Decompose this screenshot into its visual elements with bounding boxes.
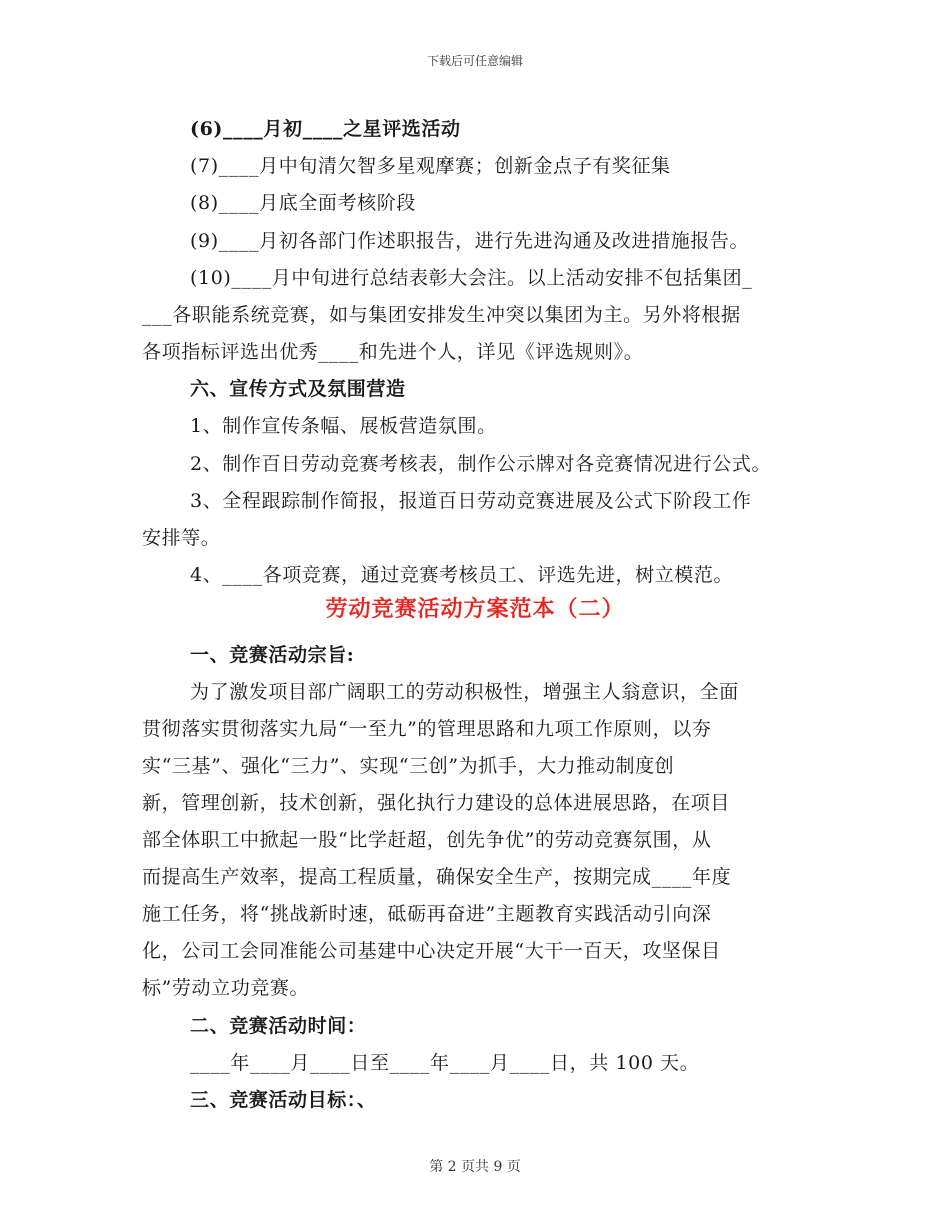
- section-heading-purpose: 一、竞赛活动宗旨:: [190, 644, 355, 666]
- paragraph-line: 新，管理创新，技术创新，强化执行力建设的总体进展思路，在项目: [142, 792, 731, 814]
- page-header: 下载后可任意编辑: [426, 54, 523, 68]
- section-heading-goals: 三、竞赛活动目标：、: [190, 1089, 377, 1111]
- section-heading-time: 二、竞赛活动时间：: [190, 1015, 367, 1037]
- list-item: 3、全程跟踪制作简报，报道百日劳动竞赛进展及公式下阶段工作: [190, 490, 752, 512]
- list-item: 2、制作百日劳动竞赛考核表，制作公示牌对各竞赛情况进行公式。: [190, 453, 772, 475]
- paragraph-line: 而提高生产效率，提高工程质量，确保安全生产，按期完成____年度: [142, 866, 732, 888]
- page-footer: 第 2 页共 9 页: [429, 1159, 521, 1175]
- schedule-item-8: (8)____月底全面考核阶段: [190, 192, 416, 214]
- paragraph-line: 各项指标评选出优秀____和先进个人，详见《评选规则》。: [142, 341, 644, 363]
- paragraph-line: 贯彻落实贯彻落实九局“一至九”的管理思路和九项工作原则，以夯: [142, 718, 712, 740]
- competition-dates: ____年____月____日至____年____月____日，共 100 天。: [190, 1052, 700, 1074]
- paragraph-line: 标”劳动立功竞赛。: [142, 977, 310, 999]
- schedule-item-9: (9)____月初各部门作述职报告，进行先进沟通及改进措施报告。: [190, 230, 750, 252]
- list-item: 1、制作宣传条幅、展板营造氛围。: [190, 415, 497, 437]
- paragraph-line: 化，公司工会同准能公司基建中心决定开展“大干一百天，攻坚保目: [142, 940, 721, 962]
- list-item-continuation: 安排等。: [142, 527, 221, 549]
- document-title: 劳动竞赛活动方案范本（二）: [325, 596, 625, 622]
- schedule-item-6: (6)____月初____之星评选活动: [190, 118, 461, 140]
- list-item: 4、____各项竞赛，通过竞赛考核员工、评选先进，树立模范。: [190, 564, 734, 586]
- section-heading-publicity: 六、宣传方式及氛围营造: [190, 378, 406, 400]
- paragraph-line: ___各职能系统竞赛，如与集团安排发生冲突以集团为主。另外将根据: [142, 304, 741, 326]
- paragraph-line: 部全体职工中掀起一股“比学赶超，创先争优”的劳动竞赛氛围，从: [142, 829, 712, 851]
- schedule-item-10: (10)____月中旬进行总结表彰大会注。以上活动安排不包括集团_: [190, 267, 753, 289]
- paragraph-line: 施工任务，将“挑战新时速，砥砺再奋进”主题教育实践活动引向深: [142, 903, 712, 925]
- schedule-item-7: (7)____月中旬清欠智多星观摩赛；创新金点子有奖征集: [190, 155, 671, 177]
- paragraph-line: 为了激发项目部广阔职工的劳动积极性，增强主人翁意识，全面: [190, 681, 739, 703]
- paragraph-line: 实“三基”、强化“三力”、实现“三创”为抓手，大力推动制度创: [142, 755, 675, 777]
